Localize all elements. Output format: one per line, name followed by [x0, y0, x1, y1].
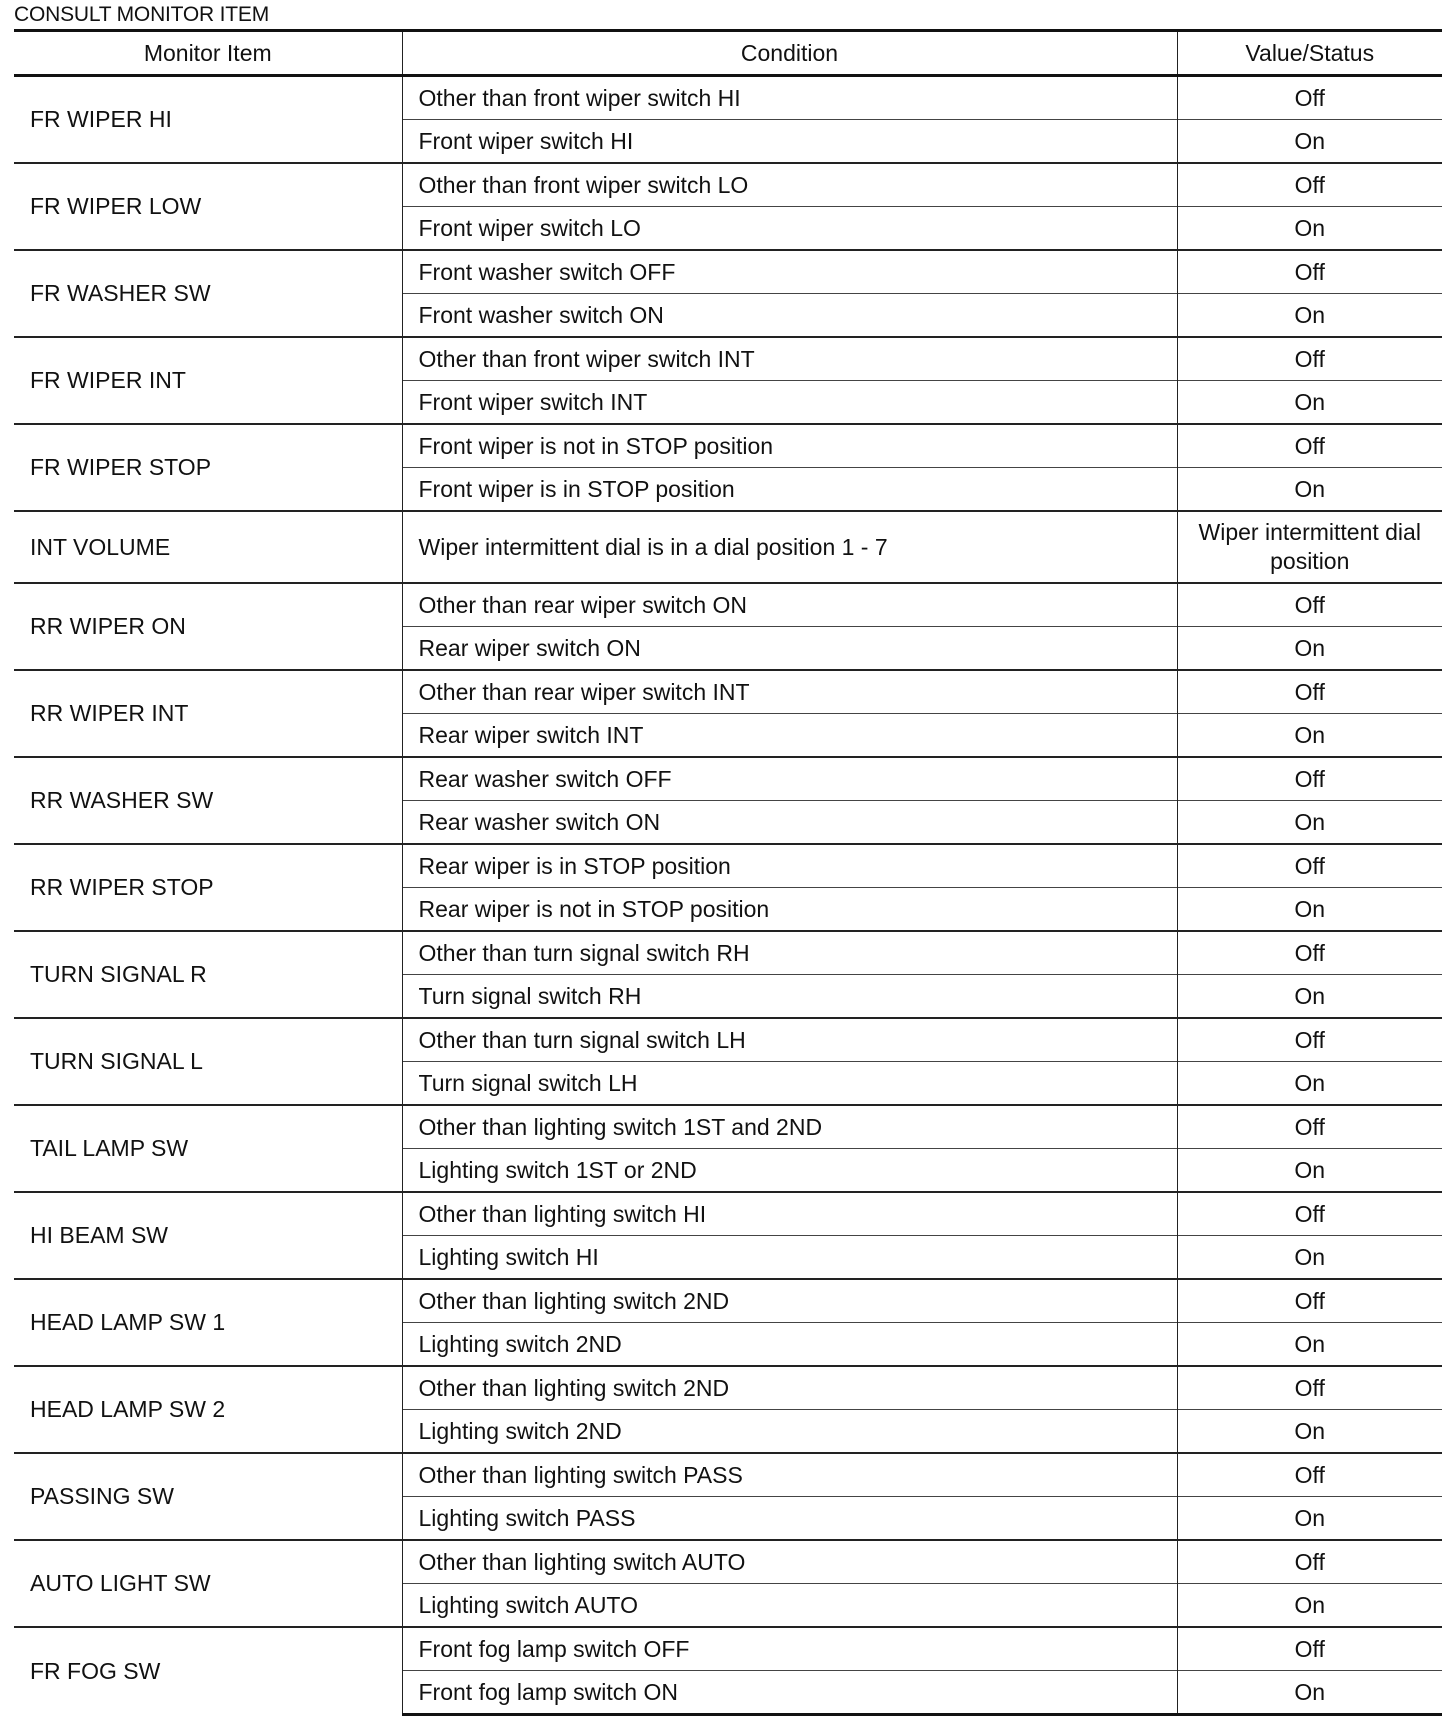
- value-status-cell: On: [1177, 627, 1442, 671]
- table-row: [14, 1540, 1442, 1584]
- monitor-item-cell: TURN SIGNAL R: [14, 931, 402, 1018]
- value-status-cell: On: [1177, 1149, 1442, 1193]
- value-status-cell: Off: [1177, 1540, 1442, 1584]
- value-status-cell: On: [1177, 714, 1442, 758]
- condition-cell: Other than front wiper switch INT: [402, 337, 1177, 381]
- table-row: [14, 1192, 1442, 1236]
- condition-cell: Other than lighting switch 2ND: [402, 1279, 1177, 1323]
- value-status-cell: On: [1177, 1584, 1442, 1628]
- table-row: [14, 931, 1442, 975]
- table-row: [14, 1105, 1442, 1149]
- condition-cell: Other than front wiper switch LO: [402, 163, 1177, 207]
- condition-cell: Other than rear wiper switch ON: [402, 583, 1177, 627]
- table-row: [14, 511, 1442, 583]
- monitor-item-cell: TAIL LAMP SW: [14, 1105, 402, 1192]
- condition-cell: Front wiper switch INT: [402, 381, 1177, 425]
- condition-cell: Other than lighting switch 1ST and 2ND: [402, 1105, 1177, 1149]
- value-status-cell: On: [1177, 801, 1442, 845]
- value-status-cell: On: [1177, 975, 1442, 1019]
- value-status-cell: On: [1177, 1410, 1442, 1454]
- monitor-item-cell: PASSING SW: [14, 1453, 402, 1540]
- table-row: [14, 163, 1442, 207]
- condition-cell: Other than lighting switch 2ND: [402, 1366, 1177, 1410]
- condition-cell: Wiper intermittent dial is in a dial position 1 - 7: [402, 511, 1177, 583]
- value-status-cell: On: [1177, 1236, 1442, 1280]
- condition-cell: Front washer switch OFF: [402, 250, 1177, 294]
- value-status-cell: Off: [1177, 1018, 1442, 1062]
- condition-cell: Lighting switch PASS: [402, 1497, 1177, 1541]
- monitor-item-cell: HEAD LAMP SW 1: [14, 1279, 402, 1366]
- table-row: [14, 1279, 1442, 1323]
- value-status-cell: Off: [1177, 1627, 1442, 1671]
- condition-cell: Front washer switch ON: [402, 294, 1177, 338]
- value-status-cell: Wiper intermittent dial position: [1177, 511, 1442, 583]
- value-status-cell: Off: [1177, 1366, 1442, 1410]
- value-status-cell: Off: [1177, 583, 1442, 627]
- table-row: [14, 250, 1442, 294]
- condition-cell: Front fog lamp switch OFF: [402, 1627, 1177, 1671]
- condition-cell: Lighting switch 1ST or 2ND: [402, 1149, 1177, 1193]
- monitor-item-cell: AUTO LIGHT SW: [14, 1540, 402, 1627]
- condition-cell: Other than rear wiper switch INT: [402, 670, 1177, 714]
- value-status-cell: On: [1177, 294, 1442, 338]
- monitor-item-cell: FR WIPER LOW: [14, 163, 402, 250]
- table-caption: CONSULT MONITOR ITEM: [14, 3, 270, 26]
- consult-monitor-table: [14, 29, 1442, 1716]
- header-value-status: Value/Status: [1177, 31, 1442, 76]
- condition-cell: Lighting switch 2ND: [402, 1323, 1177, 1367]
- value-status-cell: On: [1177, 1497, 1442, 1541]
- value-status-cell: Off: [1177, 337, 1442, 381]
- value-status-cell: Off: [1177, 757, 1442, 801]
- value-status-cell: Off: [1177, 1105, 1442, 1149]
- value-status-cell: On: [1177, 120, 1442, 164]
- value-status-cell: On: [1177, 468, 1442, 512]
- monitor-item-cell: FR WIPER INT: [14, 337, 402, 424]
- value-status-cell: On: [1177, 1671, 1442, 1715]
- monitor-item-cell: HI BEAM SW: [14, 1192, 402, 1279]
- condition-cell: Other than lighting switch HI: [402, 1192, 1177, 1236]
- value-status-cell: Off: [1177, 844, 1442, 888]
- table-row: [14, 1366, 1442, 1410]
- value-status-cell: Off: [1177, 1192, 1442, 1236]
- condition-cell: Lighting switch AUTO: [402, 1584, 1177, 1628]
- value-status-cell: On: [1177, 1062, 1442, 1106]
- monitor-item-cell: RR WIPER INT: [14, 670, 402, 757]
- header-condition: Condition: [402, 31, 1177, 76]
- table-row: [14, 844, 1442, 888]
- monitor-item-cell: INT VOLUME: [14, 511, 402, 583]
- condition-cell: Other than turn signal switch RH: [402, 931, 1177, 975]
- condition-cell: Rear wiper switch INT: [402, 714, 1177, 758]
- monitor-item-cell: RR WIPER STOP: [14, 844, 402, 931]
- condition-cell: Other than front wiper switch HI: [402, 76, 1177, 120]
- table-row: [14, 337, 1442, 381]
- condition-cell: Turn signal switch RH: [402, 975, 1177, 1019]
- condition-cell: Rear washer switch OFF: [402, 757, 1177, 801]
- condition-cell: Front fog lamp switch ON: [402, 1671, 1177, 1715]
- header-row: [14, 31, 1442, 76]
- condition-cell: Front wiper switch HI: [402, 120, 1177, 164]
- condition-cell: Lighting switch HI: [402, 1236, 1177, 1280]
- monitor-item-cell: FR WASHER SW: [14, 250, 402, 337]
- value-status-cell: Off: [1177, 76, 1442, 120]
- table-row: [14, 1453, 1442, 1497]
- monitor-item-cell: HEAD LAMP SW 2: [14, 1366, 402, 1453]
- table-body: [14, 76, 1442, 1715]
- table-row: [14, 757, 1442, 801]
- table-header: [14, 31, 1442, 76]
- table-row: [14, 1627, 1442, 1671]
- monitor-item-cell: TURN SIGNAL L: [14, 1018, 402, 1105]
- monitor-item-cell: FR FOG SW: [14, 1627, 402, 1715]
- table-row: [14, 424, 1442, 468]
- table-row: [14, 670, 1442, 714]
- value-status-cell: Off: [1177, 424, 1442, 468]
- condition-cell: Turn signal switch LH: [402, 1062, 1177, 1106]
- condition-cell: Rear wiper switch ON: [402, 627, 1177, 671]
- monitor-item-cell: FR WIPER HI: [14, 76, 402, 164]
- table-row: [14, 76, 1442, 120]
- header-monitor-item: Monitor Item: [14, 31, 402, 76]
- value-status-cell: On: [1177, 1323, 1442, 1367]
- table-row: [14, 1018, 1442, 1062]
- value-status-cell: On: [1177, 207, 1442, 251]
- condition-cell: Front wiper is in STOP position: [402, 468, 1177, 512]
- condition-cell: Lighting switch 2ND: [402, 1410, 1177, 1454]
- table-row: [14, 583, 1442, 627]
- condition-cell: Other than turn signal switch LH: [402, 1018, 1177, 1062]
- value-status-cell: Off: [1177, 931, 1442, 975]
- condition-cell: Other than lighting switch PASS: [402, 1453, 1177, 1497]
- value-status-cell: On: [1177, 888, 1442, 932]
- condition-cell: Rear wiper is not in STOP position: [402, 888, 1177, 932]
- value-status-cell: Off: [1177, 250, 1442, 294]
- monitor-item-cell: FR WIPER STOP: [14, 424, 402, 511]
- condition-cell: Rear washer switch ON: [402, 801, 1177, 845]
- monitor-item-cell: RR WIPER ON: [14, 583, 402, 670]
- monitor-item-cell: RR WASHER SW: [14, 757, 402, 844]
- value-status-cell: Off: [1177, 1279, 1442, 1323]
- condition-cell: Front wiper is not in STOP position: [402, 424, 1177, 468]
- value-status-cell: Off: [1177, 163, 1442, 207]
- condition-cell: Front wiper switch LO: [402, 207, 1177, 251]
- condition-cell: Rear wiper is in STOP position: [402, 844, 1177, 888]
- value-status-cell: Off: [1177, 670, 1442, 714]
- value-status-cell: On: [1177, 381, 1442, 425]
- condition-cell: Other than lighting switch AUTO: [402, 1540, 1177, 1584]
- value-status-cell: Off: [1177, 1453, 1442, 1497]
